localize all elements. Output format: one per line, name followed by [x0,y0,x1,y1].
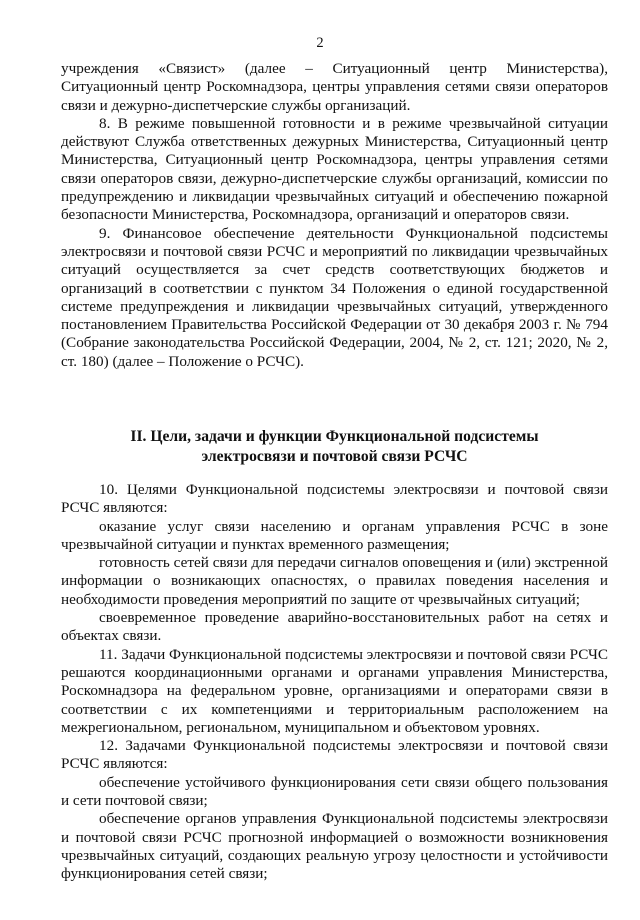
body-text-top [61,60,608,371]
paragraph-12: 12. Задачами Функциональной подсистемы электросвязи и почтовой связи РСЧС являются: [61,737,608,773]
paragraph-continuation: учреждения «Связист» (далее – Ситуационный центр Министерства), Ситуационный центр Роскомнадзора, центры управления сетями связи операторов связи и дежурно-диспетчерские службы организаций. [61,60,608,114]
list-item: обеспечение устойчивого функционирования сети связи общего пользования и сети почтовой связи; [61,773,608,810]
paragraph-9: 9. Финансовое обеспечение деятельности Функциональной подсистемы электросвязи и почтовой связи РСЧС и мероприятий по ликвидации чрезвычайных ситуаций осуществляется за счет средств соответствующих бюджетов и организаций в соответствии с пунктом 34 Положения о единой государственной системе предупреждения и ликвидации чрезвычайных ситуаций, утвержденного постановлением Правительства Российской Федерации от 30 декабря 2003 г. № 794 (Собрание законодательства Российской Федерации, 2004, № 2, ст. 121; 2020, № 2, ст. 180) (далее – Положение о РСЧС). [61,224,608,370]
section-heading-line-2: электросвязи и почтовой связи РСЧС [201,447,468,465]
paragraph-11: 11. Задачи Функциональной подсистемы электросвязи и почтовой связи РСЧС решаются координационными органами и органами управления Министерства, Роскомнадзора на федеральном уровне, организациями и операторами связи в соответствии с их компетенциями и территориальным расположением на межрегиональном, региональном, муниципальном и объектовом уровнях. [61,645,608,736]
list-item: оказание услуг связи населению и органам управления РСЧС в зоне чрезвычайной ситуации и пунктах временного размещения; [61,517,608,553]
list-item: своевременное проведение аварийно-восстановительных работ на сетях и объектах связи. [61,609,608,645]
paragraph-8: 8. В режиме повышенной готовности и в режиме чрезвычайной ситуации действуют Служба ответственных дежурных Министерства, Ситуационный центр Министерства, Ситуационный центр Роскомнадзора, центры управления сетями связи операторов связи, дежурно-диспетчерские службы организаций, комиссии по предупреждению и ликвидации чрезвычайных ситуаций и обеспечению пожарной безопасности Министерства, Роскомнадзора, организаций и операторов связи. [61,114,608,224]
body-text-bottom [61,481,608,884]
section-heading-line-1: II. Цели, задачи и функции Функциональной подсистемы [130,428,539,445]
section-heading [61,427,608,466]
list-item: готовность сетей связи для передачи сигналов оповещения и (или) экстренной информации о возникающих опасностях, о правилах поведения населения и необходимости проведения мероприятий по защите от чрезвычайных ситуаций; [61,554,608,608]
page-number: 2 [316,35,324,51]
paragraph-10: 10. Целями Функциональной подсистемы электросвязи и почтовой связи РСЧС являются: [61,481,608,517]
list-item: обеспечение органов управления Функциональной подсистемы электросвязи и почтовой связи РСЧС прогнозной информацией о возможности возникновения чрезвычайных ситуаций, создающих реальную угрозу целостности и устойчивости функционирования сетей связи; [61,810,608,883]
